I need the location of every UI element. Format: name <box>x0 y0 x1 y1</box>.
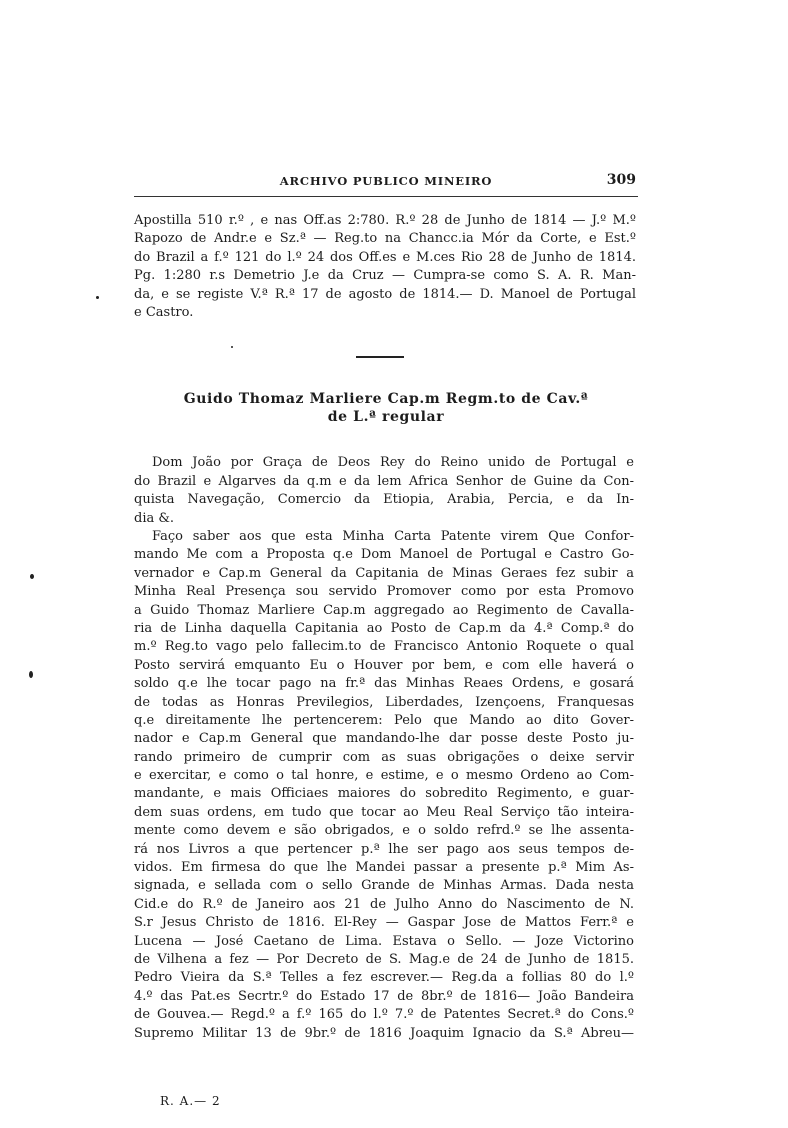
section-separator <box>356 356 404 358</box>
text-line: quista Navegação, Comercio da Etiopia, Arabia, Percia, e da In- <box>134 492 634 508</box>
printer-signature-mark: R. A.— 2 <box>160 1094 221 1108</box>
text-line: Apostilla 510 r.º , e nas Off.as 2:780. R.º 28 de Junho de 1814 — J.º M.º <box>134 213 636 228</box>
scan-speck <box>231 346 233 348</box>
text-line: e exercitar, e como o tal honre, e estime, e o mesmo Ordeno ao Com- <box>134 768 634 784</box>
text-line: 4.º das Pat.es Secrtr.º do Estado 17 de 8br.º de 1816— João Bandeira <box>134 988 634 1004</box>
text-line: Pg. 1:280 r.s Demetrio J.e da Cruz — Cumpra-se como S. A. R. Man- <box>134 268 636 284</box>
text-line: dem suas ordens, em tudo que tocar ao Meu Real Serviço tão inteira- <box>134 804 634 820</box>
text-line: Dom João por Graça de Deos Rey do Reino unido de Portugal e <box>152 455 634 470</box>
text-line: mando Me com a Proposta q.e Dom Manoel de Portugal e Castro Go- <box>134 547 634 563</box>
text-line: da, e se registe V.ª R.ª 17 de agosto de 1814.— D. Manoel de Portugal <box>134 286 636 302</box>
text-line: nador e Cap.m General que mandando-lhe dar posse deste Posto ju- <box>134 731 634 747</box>
document-heading-continued: de L.ª regular <box>327 409 445 425</box>
text-line: a Guido Thomaz Marliere Cap.m aggregado ao Regimento de Cavalla- <box>134 602 634 618</box>
text-line: Faço saber aos que esta Minha Carta Patente virem Que Confor- <box>152 529 634 544</box>
text-line: de Vilhena a fez — Por Decreto de S. Mag.e de 24 de Junho de 1815. <box>134 951 634 967</box>
text-line: Cid.e do R.º de Janeiro aos 21 de Julho Anno do Nascimento de N. <box>134 896 634 912</box>
text-line: e Castro. <box>134 304 194 320</box>
text-line: de Gouvea.— Regd.º a f.º 165 do l.º 7.º de Patentes Secret.ª do Cons.º <box>134 1007 634 1023</box>
page-number: 309 <box>606 172 636 188</box>
text-line: rando primeiro de cumprir com as suas obrigações o deixe servir <box>134 749 634 765</box>
running-title: ARCHIVO PUBLICO MINEIRO <box>279 174 493 188</box>
previous-entry-tail <box>134 212 636 322</box>
text-line: vernador e Cap.m General da Capitania de Minas Geraes fez subir a <box>134 565 634 581</box>
text-line: do Brazil e Algarves da q.m e da lem Africa Senhor de Guine da Con- <box>134 473 634 489</box>
text-line: m.º Reg.to vago pelo fallecim.to de Francisco Antonio Roquete o qual <box>134 639 634 655</box>
text-line: q.e direitamente lhe pertencerem: Pelo que Mando ao dito Gover- <box>134 712 634 728</box>
text-line: Posto servirá emquanto Eu o Houver por bem, e com elle haverá o <box>134 657 634 673</box>
scan-speck <box>96 296 99 299</box>
text-line: mente como devem e são obrigados, e o soldo refrd.º se lhe assenta- <box>134 823 634 839</box>
text-line: Supremo Militar 13 de 9br.º de 1816 Joaquim Ignacio da S.ª Abreu— <box>134 1025 634 1041</box>
page-header <box>134 172 638 192</box>
text-line: rá nos Livros a que pertencer p.ª lhe ser pago aos seus tempos de- <box>134 841 634 857</box>
paragraph-body <box>134 528 634 1043</box>
text-line: dia &. <box>134 510 175 526</box>
text-line: vidos. Em firmesa do que lhe Mandei passar a presente p.ª Mim As- <box>134 860 634 876</box>
text-line: Rapozo de Andr.e e Sz.ª — Reg.to na Chancc.ia Mór da Corte, e Est.º <box>134 231 636 247</box>
text-line: do Brazil a f.º 121 do l.º 24 dos Off.es e M.ces Rio 28 de Junho de 1814. <box>134 249 636 265</box>
scan-speck <box>29 671 33 678</box>
text-line: soldo q.e lhe tocar pago na fr.ª das Minhas Reaes Ordens, e gosará <box>134 676 634 692</box>
paragraph-intro <box>134 454 634 528</box>
text-line: Pedro Vieira da S.ª Telles a fez escrever.— Reg.da a follias 80 do l.º <box>134 970 634 986</box>
text-line: de todas as Honras Previlegios, Liberdades, Izençoens, Franquesas <box>134 694 634 710</box>
text-line: Lucena — José Caetano de Lima. Estava o Sello. — Joze Victorino <box>134 933 634 949</box>
text-line: mandante, e mais Officiaes maiores do sobredito Regimento, e guar- <box>134 786 634 802</box>
scan-speck <box>30 574 34 579</box>
header-rule <box>134 196 638 197</box>
text-line: S.r Jesus Christo de 1816. El-Rey — Gaspar Jose de Mattos Ferr.ª e <box>134 915 634 931</box>
text-line: ria de Linha daquella Capitania ao Posto de Cap.m da 4.ª Comp.ª do <box>134 620 634 636</box>
text-line: Minha Real Presença sou servido Promover como por esta Promovo <box>134 584 634 600</box>
document-heading: Guido Thomaz Marliere Cap.m Regm.to de Cav.ª <box>183 391 589 407</box>
text-line: signada, e sellada com o sello Grande de Minhas Armas. Dada nesta <box>134 878 634 894</box>
